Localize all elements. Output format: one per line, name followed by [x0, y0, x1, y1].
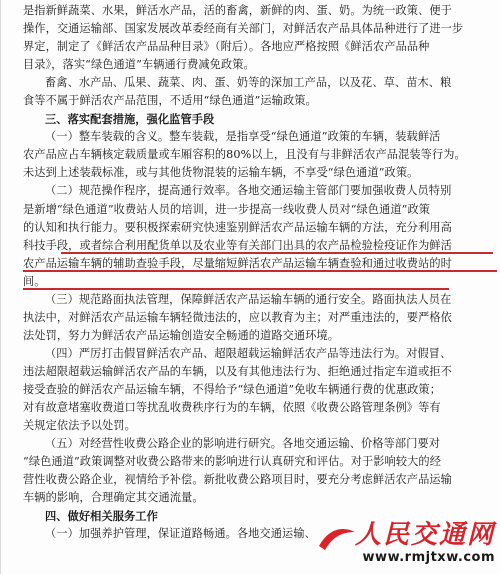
paragraph-line: 畜禽、水产品、瓜果、蔬菜、肉、蛋、奶等的深加工产品，以及花、草、苗木、粮	[45, 76, 452, 90]
watermark-swoosh-icon	[317, 524, 357, 552]
paragraph-line: 是新增“绿色通道”收费站人员的培训，进一步提高一线收费人员对“绿色通道”政策	[23, 202, 431, 216]
paragraph-line: 是指新鲜蔬菜、水果，鲜活水产品，活的畜禽，新鲜的肉、蛋、奶。为统一政策、便于	[23, 4, 452, 17]
paragraph-line: （三）规范路面执法管理，保障鲜活农产品运输车辆的通行安全。路面执法人员在	[45, 292, 452, 306]
paragraph-line: （五）对经营性收费公路企业的影响进行研究。各地交通运输、价格等部门要对	[45, 437, 441, 451]
site-watermark	[315, 520, 495, 570]
paragraph-line: 关规定依法予以处罚。	[23, 419, 136, 433]
paragraph-line: 营性收费公路企业，视情给予补偿。新批收费公路项目时，要充分考虑鲜活农产品运输	[23, 473, 452, 487]
watermark-logo-text: 人民交通网	[354, 520, 495, 550]
paragraph-line: 操作，交通运输部、国家发展改革委经商有关部门，对鲜活农产品具体品种进行了进一步	[23, 22, 464, 36]
paragraph-line: （一）整车装载的含义。整车装载，是指享受“绿色通道”政策的车辆，装载鲜活	[45, 130, 441, 144]
section-heading: 三、落实配套措施，强化监管手段	[45, 112, 215, 127]
red-underline-annotation	[23, 288, 449, 290]
paragraph-line: “绿色通道”政策调整对收费公路带来的影响进行认真研究和评估。对于影响较大的经	[23, 455, 441, 469]
paragraph-line: 法处罚，努力为鲜活农产品运输创造安全畅通的道路交通环境。	[23, 328, 340, 342]
paragraph-line: （一）加强养护管理，保证道路畅通。各地交通运输、	[45, 527, 316, 541]
document-body	[23, 2, 483, 543]
paragraph-line: 界定，制定了《鲜活农产品品种目录》（附后）。各地应严格按照《鲜活农产品品种	[23, 40, 430, 54]
paragraph-line: 食等不属于鲜活农产品范围，不适用“绿色通道”运输政策。	[23, 94, 317, 108]
paragraph-line: （二）规范操作程序，提高通行效率。各地交通运输主管部门要加强收费人员特别	[45, 184, 452, 198]
paragraph-line: （四）严厉打击假冒鲜活农产品、超限超载运输鲜活农产品等违法行为。对假冒、	[45, 346, 452, 360]
highlighted-line: 农产品应占车辆核定载质量或车厢容积的80%以上，且没有与非鲜活农产品混装等行为。	[23, 148, 466, 162]
paragraph-line: 执法中，对鲜活农产品运输车辆轻微违法的，应以教育为主；对严重违法的，要严格依	[23, 310, 452, 324]
paragraph-line: 间。	[23, 274, 46, 288]
paragraph-line: 对有故意堵塞收费道口等扰乱收费秩序行为的车辆，依照《收费公路管理条例》等有	[23, 401, 441, 415]
paragraph-line: 目录》，落实“绿色通道”车辆通行费减免政策。	[23, 58, 255, 72]
paragraph-line: 农产品运输车辆的辅助查验手段，尽量缩短鲜活农产品运输车辆查验和通过收费站的时	[23, 256, 452, 270]
red-underline-annotation	[61, 252, 493, 254]
section-heading: 四、做好相关服务工作	[45, 509, 158, 524]
paragraph-line: 违法超限超载运输鲜活农产品的车辆，以及有其他违法行为、拒绝通过指定车道或拒不	[23, 364, 452, 378]
paragraph-line: 车辆的影响，合理确定其交通流量。	[23, 491, 204, 505]
paragraph-line: 科技手段，或者综合利用配货单以及农业等有关部门出具的农产品检验检疫证作为鲜活	[23, 238, 452, 252]
watermark-url: www.rmjtxw.com	[362, 550, 495, 565]
paragraph-line: 接受查验的鲜活农产品运输车辆，不得给予“绿色通道”免收车辆通行费的优惠政策；	[23, 382, 441, 396]
red-underline-annotation	[23, 270, 497, 272]
highlighted-line: 未达到上述装载标准，或与其他货物混装的运输车辆，不享受“绿色通道”政策。	[23, 166, 419, 180]
paragraph-line: 的认知和执行能力。要积极探索研究快速鉴别鲜活农产品运输车辆的方法，充分利用高	[23, 220, 452, 234]
